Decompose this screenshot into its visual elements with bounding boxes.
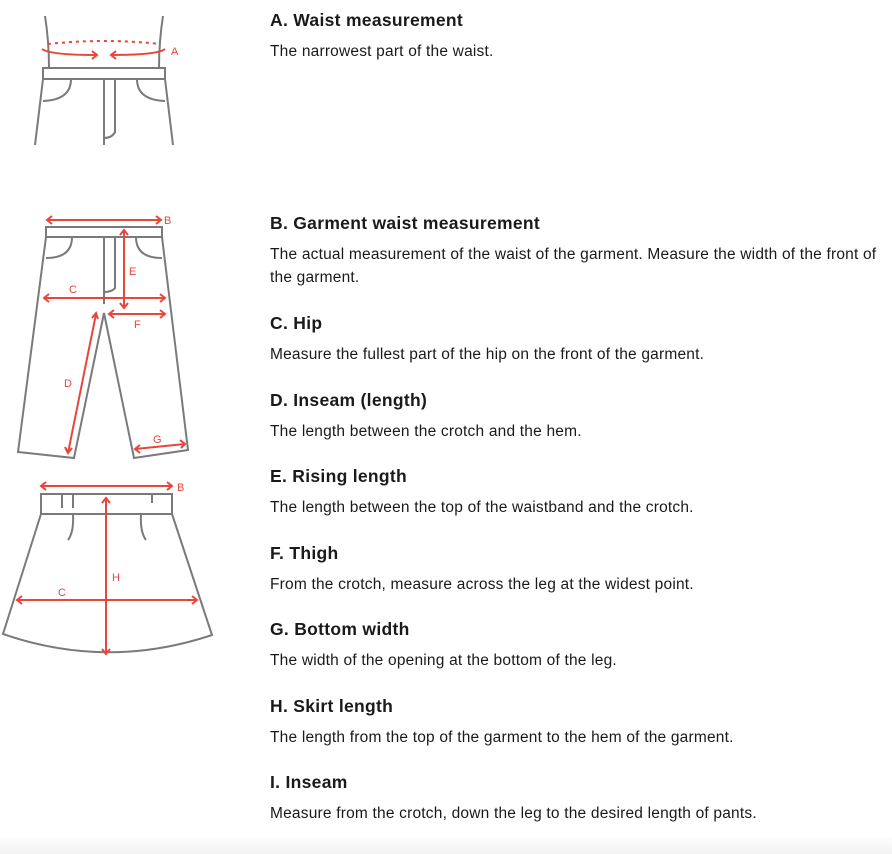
entry-text: The narrowest part of the waist. <box>270 43 494 60</box>
label-d: D <box>64 378 72 390</box>
entry-title: C. Hip <box>270 313 323 333</box>
entry-title: B. Garment waist measurement <box>270 213 541 233</box>
entry-text: Measure from the crotch, down the leg to the desired length of pants. <box>270 805 757 822</box>
entry-hip <box>270 312 880 366</box>
entry-title: E. Rising length <box>270 466 408 486</box>
entry-title: A. Waist measurement <box>270 10 464 30</box>
entry-text: From the crotch, measure across the leg at the widest point. <box>270 576 694 593</box>
entry-text: The length from the top of the garment to the hem of the garment. <box>270 729 734 746</box>
entry-title: F. Thigh <box>270 543 339 563</box>
label-b: B <box>177 482 185 494</box>
skirt-illustration <box>0 470 220 670</box>
entry-title: G. Bottom width <box>270 619 410 639</box>
entry-skirt-length <box>270 695 880 749</box>
waist-illustration <box>0 0 220 160</box>
label-c: C <box>58 587 66 599</box>
entry-text: The length between the top of the waistband and the crotch. <box>270 499 694 516</box>
entry-title: D. Inseam (length) <box>270 390 428 410</box>
entry-bottom-width <box>270 618 880 672</box>
label-e: E <box>129 266 137 278</box>
label-g: G <box>153 434 162 446</box>
entry-inseam-length <box>270 389 880 443</box>
entry-text: The actual measurement of the waist of the garment. Measure the width of the front of the garment. <box>270 246 877 286</box>
pants-illustration <box>0 200 220 470</box>
label-a: A <box>171 46 179 58</box>
entry-thigh <box>270 542 880 596</box>
entry-text: The width of the opening at the bottom of the leg. <box>270 652 617 669</box>
entry-waist-measurement <box>270 9 880 63</box>
entry-title: H. Skirt length <box>270 696 394 716</box>
entry-title: I. Inseam <box>270 772 348 792</box>
entry-text: Measure the fullest part of the hip on the front of the garment. <box>270 346 705 363</box>
label-f: F <box>134 319 141 331</box>
entry-garment-waist <box>270 212 880 289</box>
entry-text: The length between the crotch and the hem. <box>270 423 582 440</box>
label-c: C <box>69 284 77 296</box>
label-h: H <box>112 572 120 584</box>
entry-inseam <box>270 771 850 825</box>
label-b: B <box>164 215 172 227</box>
entry-rising-length <box>270 465 880 519</box>
bottom-fade <box>0 836 892 854</box>
